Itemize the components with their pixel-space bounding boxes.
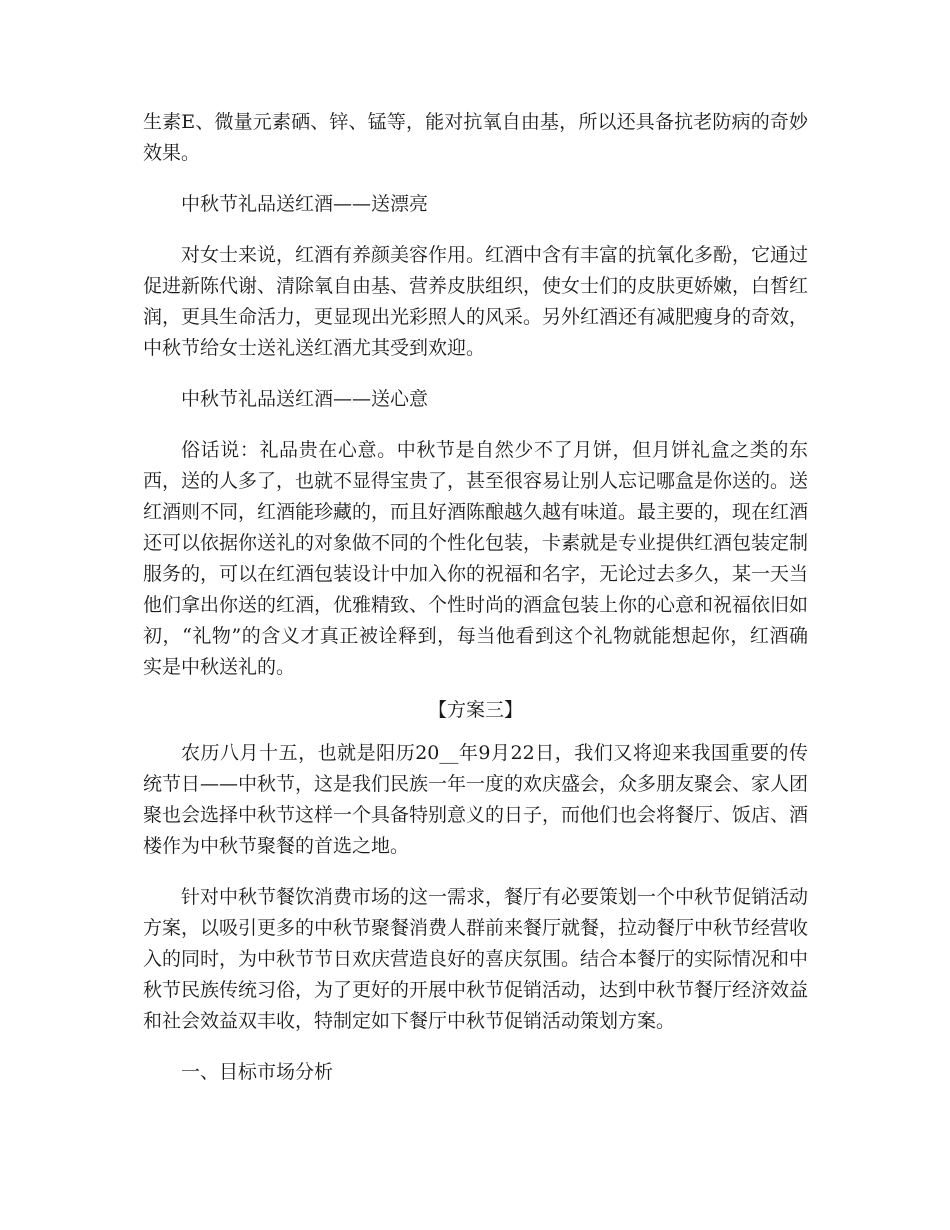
paragraph-beauty: 对女士来说，红酒有养颜美容作用。红酒中含有丰富的抗氧化多酚，它通过促进新陈代谢、清除氧自由基、营养皮肤组织，使女士们的皮肤更娇嫩，白皙红润，更具生命活力，更显现出光彩照人的风采。另外红酒还有减肥瘦身的奇效，中秋节给女士送礼送红酒尤其受到欢迎。 <box>143 244 809 359</box>
paragraph-promotion-plan: 针对中秋节餐饮消费市场的这一需求，餐厅有必要策划一个中秋节促销活动方案，以吸引更多的中秋节聚餐消费人群前来餐厅就餐，拉动餐厅中秋节经营收入的同时，为中秋节节日欢庆营造良好的喜庆氛围。结合本餐厅的实际情况和中秋节民族传统习俗，为了更好的开展中秋节促销活动，达到中秋节餐厅经济效益和社会效益双丰收，特制定如下餐厅中秋节促销活动策划方案。 <box>143 886 809 1032</box>
document-body <box>143 107 808 1108</box>
plan-three-heading: 【方案三】 <box>427 699 523 721</box>
section-heading-beauty: 中秋节礼品送红酒——送漂亮 <box>181 193 429 215</box>
paragraph-sentiment: 俗话说：礼品贵在心意。中秋节是自然少不了月饼，但月饼礼盒之类的东西，送的人多了，也就不显得宝贵了，甚至很容易让别人忘记哪盒是你送的。送红酒则不同，红酒能珍藏的，而且好酒陈酿越久越有味道。最主要的，现在红酒还可以依据你送礼的对象做不同的个性化包装，卡素就是专业提供红酒包装定制服务的，可以在红酒包装设计中加入你的祝福和名字，无论过去多久，某一天当他们拿出你送的红酒，优雅精致、个性时尚的酒盒包装上你的心意和祝福依旧如初，“礼物”的含义才真正被诠释到，每当他看到这个礼物就能想起你，红酒确实是中秋送礼的。 <box>143 439 809 678</box>
section-heading-sentiment: 中秋节礼品送红酒——送心意 <box>181 388 429 410</box>
paragraph-continued-vitamin-e: 生素E、微量元素硒、锌、锰等，能对抗氧自由基，所以还具备抗老防病的奇妙效果。 <box>143 111 808 164</box>
paragraph-mid-autumn-intro: 农历八月十五，也就是阳历20__年9月22日，我们又将迎来我国重要的传统节日——中秋节，这是我们民族一年一度的欢庆盛会，众多朋友聚会、家人团聚也会选择中秋节这样一个具备特别意义的日子，而他们也会将餐厅、饭店、酒楼作为中秋节聚餐的首选之地。 <box>143 742 809 857</box>
section-heading-market-analysis: 一、目标市场分析 <box>181 1061 334 1083</box>
